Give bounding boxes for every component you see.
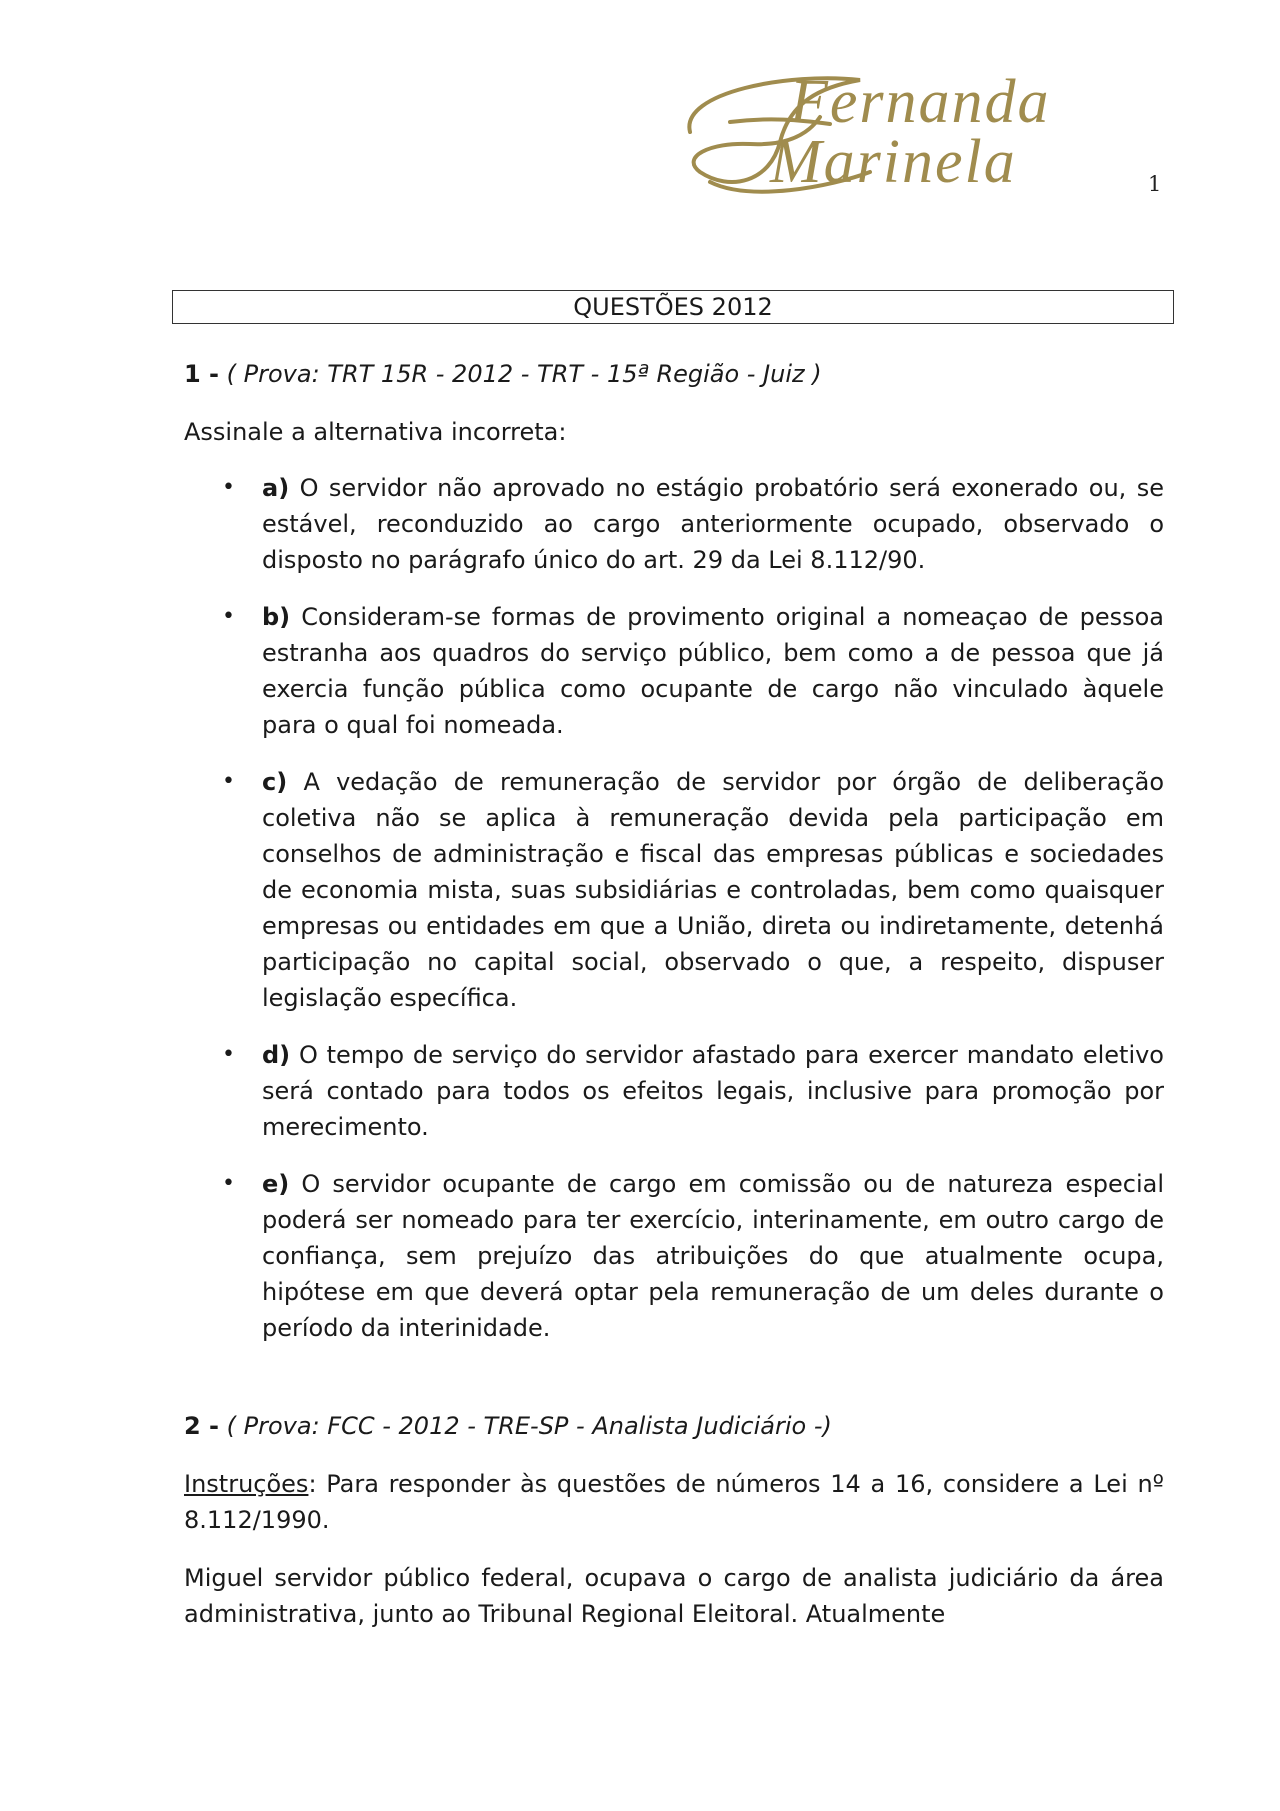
option-letter: b): [262, 603, 291, 631]
page-title: QUESTÕES 2012: [172, 290, 1174, 324]
option-text: O servidor ocupante de cargo em comissão ou de natureza especial poderá ser nomeado para ter exercício, interinamente, em outro cargo de confiança, sem prejuízo das atribuições do que atualmente ocupa, hipótese em que deverá optar pela remuneração de um deles durante o período da interinidade.: [262, 1170, 1164, 1342]
question-2-heading: [184, 1408, 1164, 1444]
question-1-heading: [184, 356, 1164, 392]
option-letter: d): [262, 1041, 291, 1069]
option-e: [184, 1166, 1164, 1346]
bullet-icon: •: [222, 475, 235, 500]
question-number: 1 -: [184, 360, 220, 388]
question-source: ( Prova: FCC - 2012 - TRE-SP - Analista Judiciário -): [226, 1412, 832, 1440]
option-text: O servidor não aprovado no estágio probatório será exonerado ou, se estável, reconduzido ao cargo anteriormente ocupado, observado o disposto no parágrafo único do art. 29 da Lei 8.112/90.: [262, 474, 1164, 574]
option-b: [184, 599, 1164, 743]
fernanda-marinela-logo: [670, 62, 1150, 202]
option-letter: c): [262, 768, 288, 796]
bullet-icon: •: [222, 1171, 235, 1196]
logo-text-line1: Fernanda: [790, 68, 1051, 136]
logo-text-line2: Marinela: [770, 128, 1017, 196]
option-text: Consideram-se formas de provimento original a nomeaçao de pessoa estranha aos quadros do serviço público, bem como a de pessoa que já exercia função pública como ocupante de cargo não vinculado àquele para o qual foi nomeada.: [262, 603, 1164, 739]
instructions-label: Instruções: [184, 1470, 309, 1498]
bullet-icon: •: [222, 1042, 235, 1067]
question-2-instructions: [184, 1466, 1164, 1538]
question-number: 2 -: [184, 1412, 220, 1440]
page-number: 1: [1148, 172, 1162, 196]
question-source: ( Prova: TRT 15R - 2012 - TRT - 15ª Região - Juiz ): [226, 360, 822, 388]
option-letter: e): [262, 1170, 290, 1198]
question-1-prompt: Assinale a alternativa incorreta:: [184, 418, 567, 446]
question-2-paragraph: Miguel servidor público federal, ocupava o cargo de analista judiciário da área administrativa, junto ao Tribunal Regional Eleitoral. Atualmente: [184, 1564, 1164, 1628]
bullet-icon: •: [222, 604, 235, 629]
option-text: A vedação de remuneração de servidor por órgão de deliberação coletiva não se aplica à remuneração devida pela participação em conselhos de administração e fiscal das empresas públicas e sociedades de economia mista, suas subsidiárias e controladas, bem como quaisquer empresas ou entidades em que a União, direta ou indiretamente, detenhá participação no capital social, observado o que, a respeito, dispuser legislação específica.: [262, 768, 1165, 1012]
option-a: [184, 470, 1164, 578]
option-letter: a): [262, 474, 290, 502]
bullet-icon: •: [222, 769, 235, 794]
option-c: [184, 764, 1164, 1016]
option-text: O tempo de serviço do servidor afastado para exercer mandato eletivo será contado para todos os efeitos legais, inclusive para promoção por merecimento.: [262, 1041, 1164, 1141]
instructions-text: : Para responder às questões de números 14 a 16, considere a Lei nº 8.112/1990.: [184, 1470, 1164, 1534]
question-1-options: [184, 470, 1164, 1346]
option-d: [184, 1037, 1164, 1145]
document-body: [184, 356, 1164, 1632]
